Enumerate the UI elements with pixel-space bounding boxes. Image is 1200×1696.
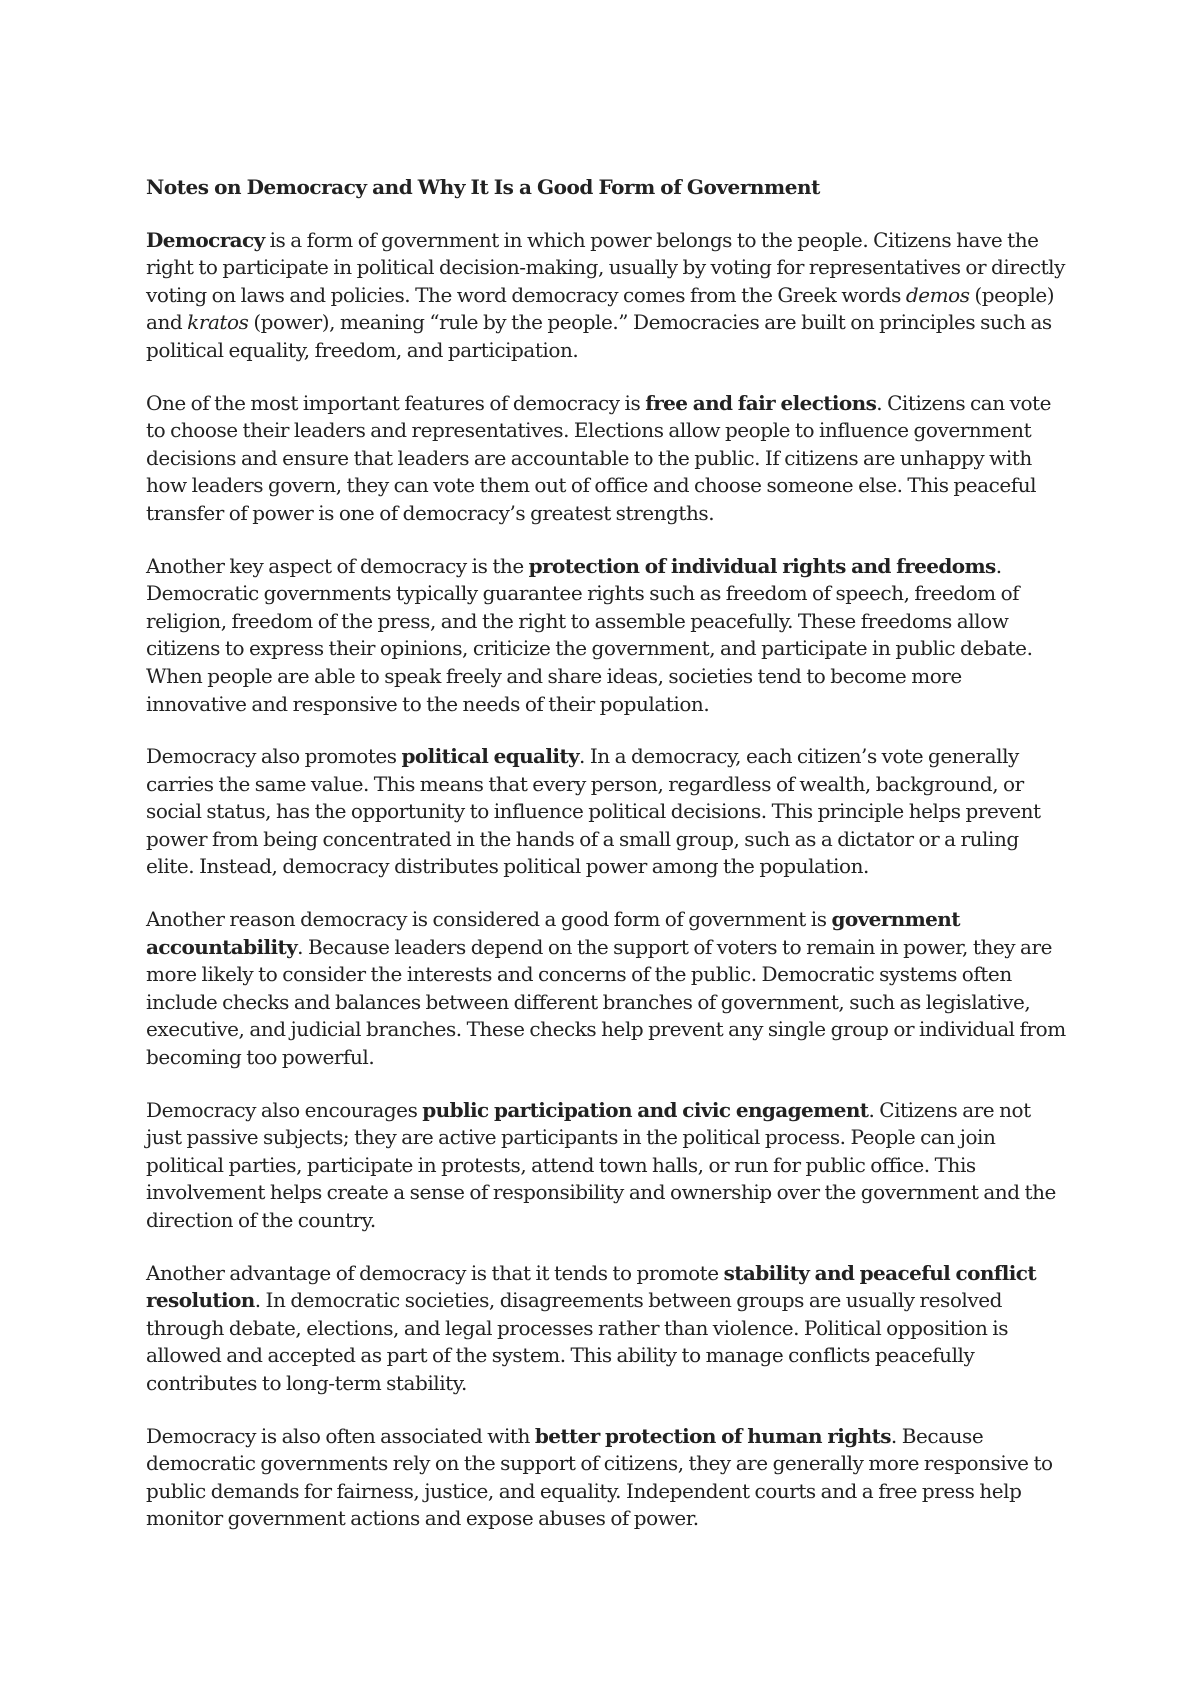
emphasis-government-accountability: government accountability [146, 907, 960, 959]
paragraph-text: is a form of government in which power belongs to the people. Citizens have the right to participate in political decision-making, usually by voting for representatives or directly voting on laws and policies. The word democracy comes from the Greek words [146, 227, 1065, 307]
paragraph-rights [146, 553, 1066, 719]
term-kratos: kratos [187, 310, 249, 335]
paragraph-definition [146, 227, 1066, 365]
paragraph-accountability [146, 906, 1066, 1072]
term-demos: demos [905, 282, 970, 307]
document-body [146, 174, 1066, 1558]
paragraph-text: . Citizens can vote to choose their leaders and representatives. Elections allow people to influence government decisions and ensure that leaders are accountable to the public. If citizens are unhappy with how leaders govern, they can vote them out of office and choose someone else. This peaceful transfer of power is one of democracy’s greatest strengths. [146, 390, 1052, 525]
paragraph-text: One of the most important features of democracy is [146, 390, 646, 415]
paragraph-text: (power), meaning “rule by the people.” Democracies are built on principles such as political equality, freedom, and participation. [146, 310, 1052, 362]
paragraph-text: Democracy also encourages [146, 1097, 423, 1122]
paragraph-human-rights [146, 1423, 1066, 1533]
emphasis-political-equality: political equality [401, 744, 580, 769]
term-democracy: Democracy [146, 227, 265, 252]
paragraph-text: . Democratic governments typically guarantee rights such as freedom of speech, freedom of religion, freedom of the press, and the right to assemble peacefully. These freedoms allow citizens to express their opinions, criticize the government, and participate in public debate. When people are able to speak freely and share ideas, societies tend to become more innovative and responsive to the needs of their population. [146, 553, 1033, 716]
paragraph-text: . Because leaders depend on the support of voters to remain in power, they are more likely to consider the interests and concerns of the public. Democratic systems often include checks and balances between different branches of government, such as legislative, executive, and judicial branches. These checks help prevent any single group or individual from becoming too powerful. [146, 934, 1066, 1070]
paragraph-participation [146, 1097, 1066, 1235]
paragraph-text: Another key aspect of democracy is the [146, 553, 529, 578]
emphasis-civic-engagement: public participation and civic engagement [422, 1097, 869, 1122]
emphasis-stability: stability and peaceful conflict resolution [146, 1260, 1037, 1313]
paragraph-text: Democracy is also often associated with [146, 1423, 535, 1448]
paragraph-text: . Citizens are not just passive subjects; they are active participants in the political process. People can join political parties, participate in protests, attend town halls, or run for public office. This involvement helps create a sense of responsibility and ownership over the government and the direction of the country. [146, 1097, 1056, 1232]
paragraph-stability [146, 1260, 1066, 1398]
emphasis-human-rights: better protection of human rights [534, 1423, 891, 1448]
paragraph-text: (people) and [146, 282, 1055, 335]
emphasis-free-fair-elections: free and fair elections [645, 390, 877, 415]
paragraph-text: Another reason democracy is considered a good form of government is [146, 907, 832, 932]
paragraph-text: . In a democracy, each citizen’s vote generally carries the same value. This means that every person, regardless of wealth, background, or social status, has the opportunity to influence political decisions. This principle helps prevent power from being concentrated in the hands of a small group, such as a dictator or a ruling elite. Instead, democracy distributes political power among the population. [146, 744, 1041, 879]
paragraph-text: . In democratic societies, disagreements between groups are usually resolved through debate, elections, and legal processes rather than violence. Political opposition is allowed and accepted as part of the system. This ability to manage conflicts peacefully contributes to long-term stability. [146, 1288, 1009, 1395]
paragraph-text: Another advantage of democracy is that it tends to promote [146, 1260, 724, 1285]
paragraph-text: . Because democratic governments rely on the support of citizens, they are generally more responsive to public demands for fairness, justice, and equality. Independent courts and a free press help monitor government actions and expose abuses of power. [146, 1423, 1053, 1531]
paragraph-text: Democracy also promotes [146, 744, 402, 769]
paragraph-elections [146, 390, 1066, 528]
paragraph-equality [146, 743, 1066, 881]
document-title: Notes on Democracy and Why It Is a Good Form of Government [146, 175, 820, 199]
emphasis-individual-rights: protection of individual rights and freedoms [528, 553, 996, 578]
